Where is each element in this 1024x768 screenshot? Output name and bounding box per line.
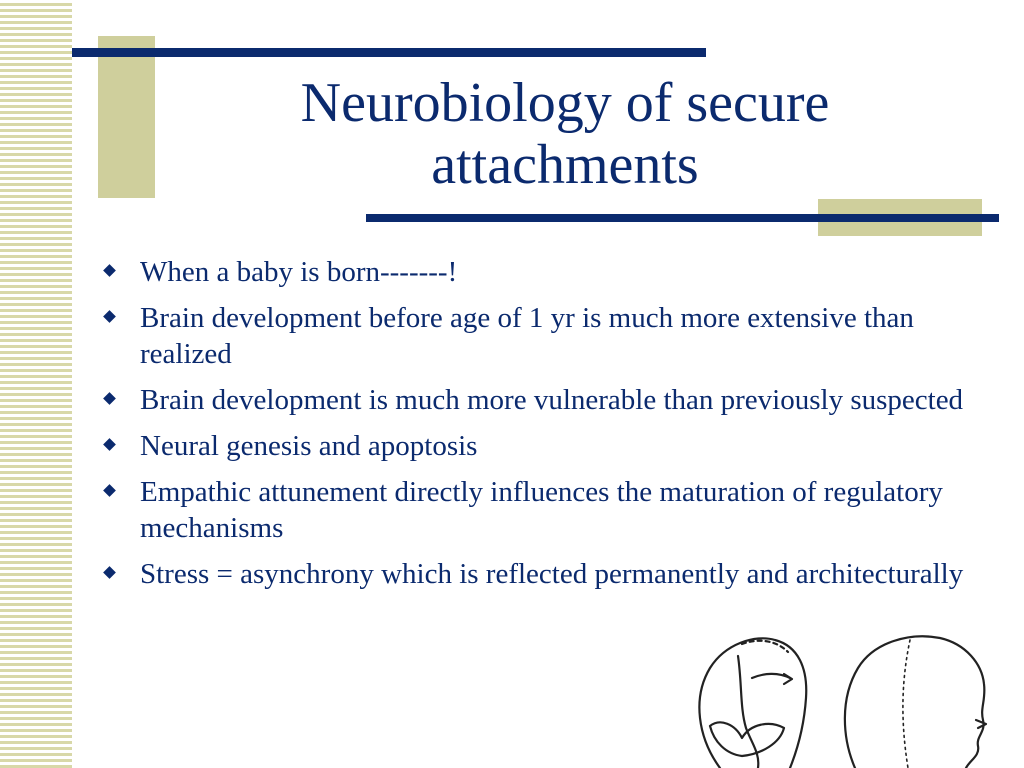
bullet-item: [100, 474, 980, 546]
bullet-text: Empathic attunement directly influences the maturation of regulatory mechanisms: [140, 476, 943, 544]
bullet-item: [100, 382, 980, 418]
bullet-list: [100, 254, 980, 602]
bullet-text: Neural genesis and apoptosis: [140, 430, 478, 462]
bullet-text: Brain development before age of 1 yr is much more extensive than realized: [140, 302, 914, 370]
bullet-text: Stress = asynchrony which is reflected permanently and architecturally: [140, 558, 964, 590]
bullet-text: Brain development is much more vulnerable than previously suspected: [140, 384, 964, 416]
slide-title: Neurobiology of secure attachments: [300, 72, 830, 196]
diamond-bullet-icon: [103, 438, 116, 451]
bullet-text: When a baby is born-------!: [140, 256, 458, 288]
left-stripe-decoration: [0, 0, 72, 768]
bullet-item: [100, 254, 980, 290]
diamond-bullet-icon: [103, 310, 116, 323]
diamond-bullet-icon: [103, 484, 116, 497]
bottom-accent-bar: [366, 214, 999, 222]
diamond-bullet-icon: [103, 566, 116, 579]
diamond-bullet-icon: [103, 392, 116, 405]
top-left-accent-block: [98, 36, 155, 198]
bullet-item: [100, 556, 980, 592]
bullet-item: [100, 428, 980, 464]
top-accent-bar: [72, 48, 706, 57]
infant-head-profiles-illustration: [680, 628, 1000, 768]
bullet-item: [100, 300, 980, 372]
diamond-bullet-icon: [103, 264, 116, 277]
